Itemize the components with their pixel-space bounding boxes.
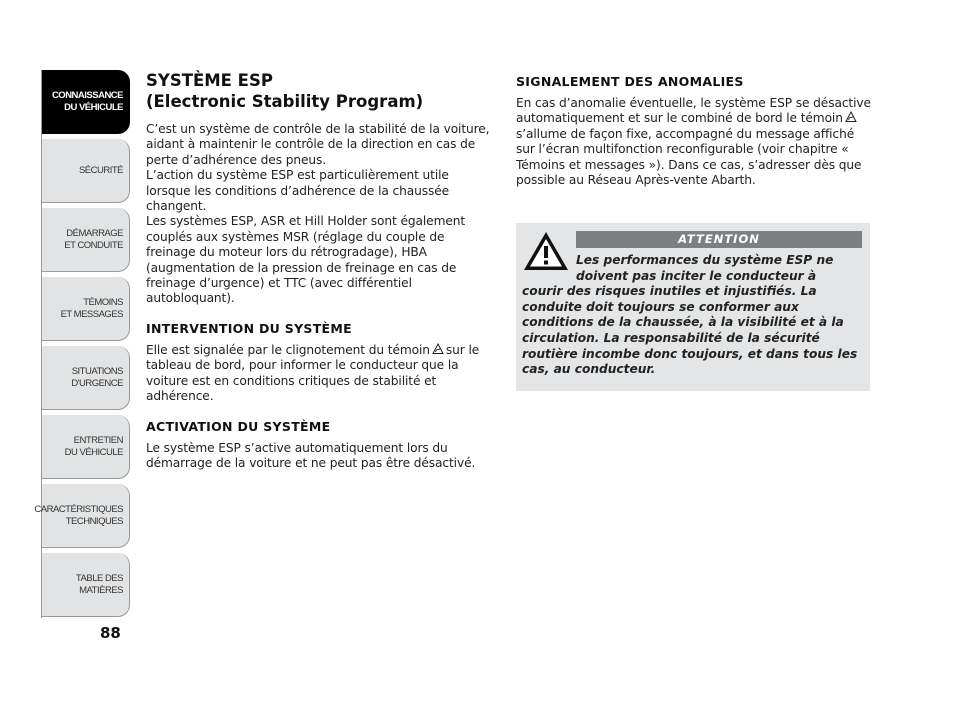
left-column (146, 70, 496, 471)
title-line-1: SYSTÈME ESP (146, 71, 273, 90)
tab-temoins-messages[interactable] (42, 277, 130, 341)
tab-label: TÉMOINS ET MESSAGES (60, 296, 123, 320)
right-column (516, 74, 871, 188)
tab-label: TABLE DES MATIÈRES (75, 572, 123, 596)
page-title (146, 70, 496, 112)
tab-label: DÉMARRAGE ET CONDUITE (64, 227, 123, 251)
tab-label: CARACTÉRISTIQUES TECHNIQUES (34, 503, 123, 527)
attention-body: courir des risques inutiles et injustifiés. La conduite doit toujours se conformer aux conditions de la chaussée, à la visibilité et à la circulation. La responsabilité de la sécurité routière incombe donc toujours, et dans tous les cas, au conducteur. (522, 284, 858, 377)
anomalies-paragraph (516, 96, 871, 188)
anomalies-heading: SIGNALEMENT DES ANOMALIES (516, 74, 744, 89)
tab-table-matieres[interactable] (42, 553, 130, 617)
tab-label: ENTRETIEN DU VÉHICULE (64, 434, 123, 458)
tab-demarrage-conduite[interactable] (42, 208, 130, 272)
intervention-paragraph (146, 343, 496, 405)
activation-heading: ACTIVATION DU SYSTÈME (146, 418, 331, 434)
intervention-text-post: sur le tableau de bord, pour informer le conducteur que la voiture est en conditions critiques de stabilité et adhérence. (146, 342, 480, 404)
anomalies-text-pre: En cas d’anomalie éventuelle, le système ESP se désactive automatiquement et sur le combiné de bord le témoin (516, 96, 871, 126)
tab-securite[interactable] (42, 139, 130, 203)
esp-warning-light-icon (432, 343, 444, 355)
attention-header: ATTENTION (576, 231, 862, 248)
esp-warning-light-icon (845, 111, 857, 123)
tab-situations-urgence[interactable] (42, 346, 130, 410)
tab-entretien-vehicule[interactable] (42, 415, 130, 479)
intro-paragraph: C’est un système de contrôle de la stabilité de la voiture, aidant à maintenir le contrôle de la direction en cas de perte d’adhérence des pneus. (146, 122, 490, 167)
intervention-heading: INTERVENTION DU SYSTÈME (146, 320, 352, 336)
tab-connaissance-vehicule[interactable] (42, 70, 130, 134)
attention-line-1: Les performances du système ESP ne (576, 253, 834, 267)
title-line-2: (Electronic Stability Program) (146, 92, 424, 111)
attention-line-2: doivent pas inciter le conducteur à (576, 268, 817, 283)
tab-label: CONNAISSANCE DU VÉHICULE (51, 89, 123, 113)
page-number: 88 (100, 624, 121, 642)
tab-label: SITUATIONS D'URGENCE (71, 365, 123, 389)
tab-caracteristiques-techniques[interactable] (34, 484, 130, 548)
attention-text (522, 253, 862, 378)
action-paragraph: L’action du système ESP est particulièrement utile lorsque les conditions d’adhérence de la chaussée changent. (146, 168, 450, 214)
intervention-text-pre: Elle est signalée par le clignotement du témoin (146, 342, 430, 357)
anomalies-text-post: s’allume de façon fixe, accompagné du message affiché sur l’écran multifonction reconfigurable (voir chapitre « Témoins et messages »). Dans ce cas, s’adresser dès que possible au Réseau Après-vente Abarth. (516, 126, 862, 188)
systems-paragraph: Les systèmes ESP, ASR et Hill Holder sont également couplés aux systèmes MSR (réglage du couple de freinage du moteur lors du rétrogradage), HBA (augmentation de la pression de freinage en cas de freinage d’urgence) et TTC (avec différentiel autobloquant). (146, 214, 466, 306)
activation-paragraph: Le système ESP s’active automatiquement lors du démarrage de la voiture et ne peut pas être désactivé. (146, 440, 476, 470)
tab-label: SÉCURITÉ (78, 164, 123, 176)
